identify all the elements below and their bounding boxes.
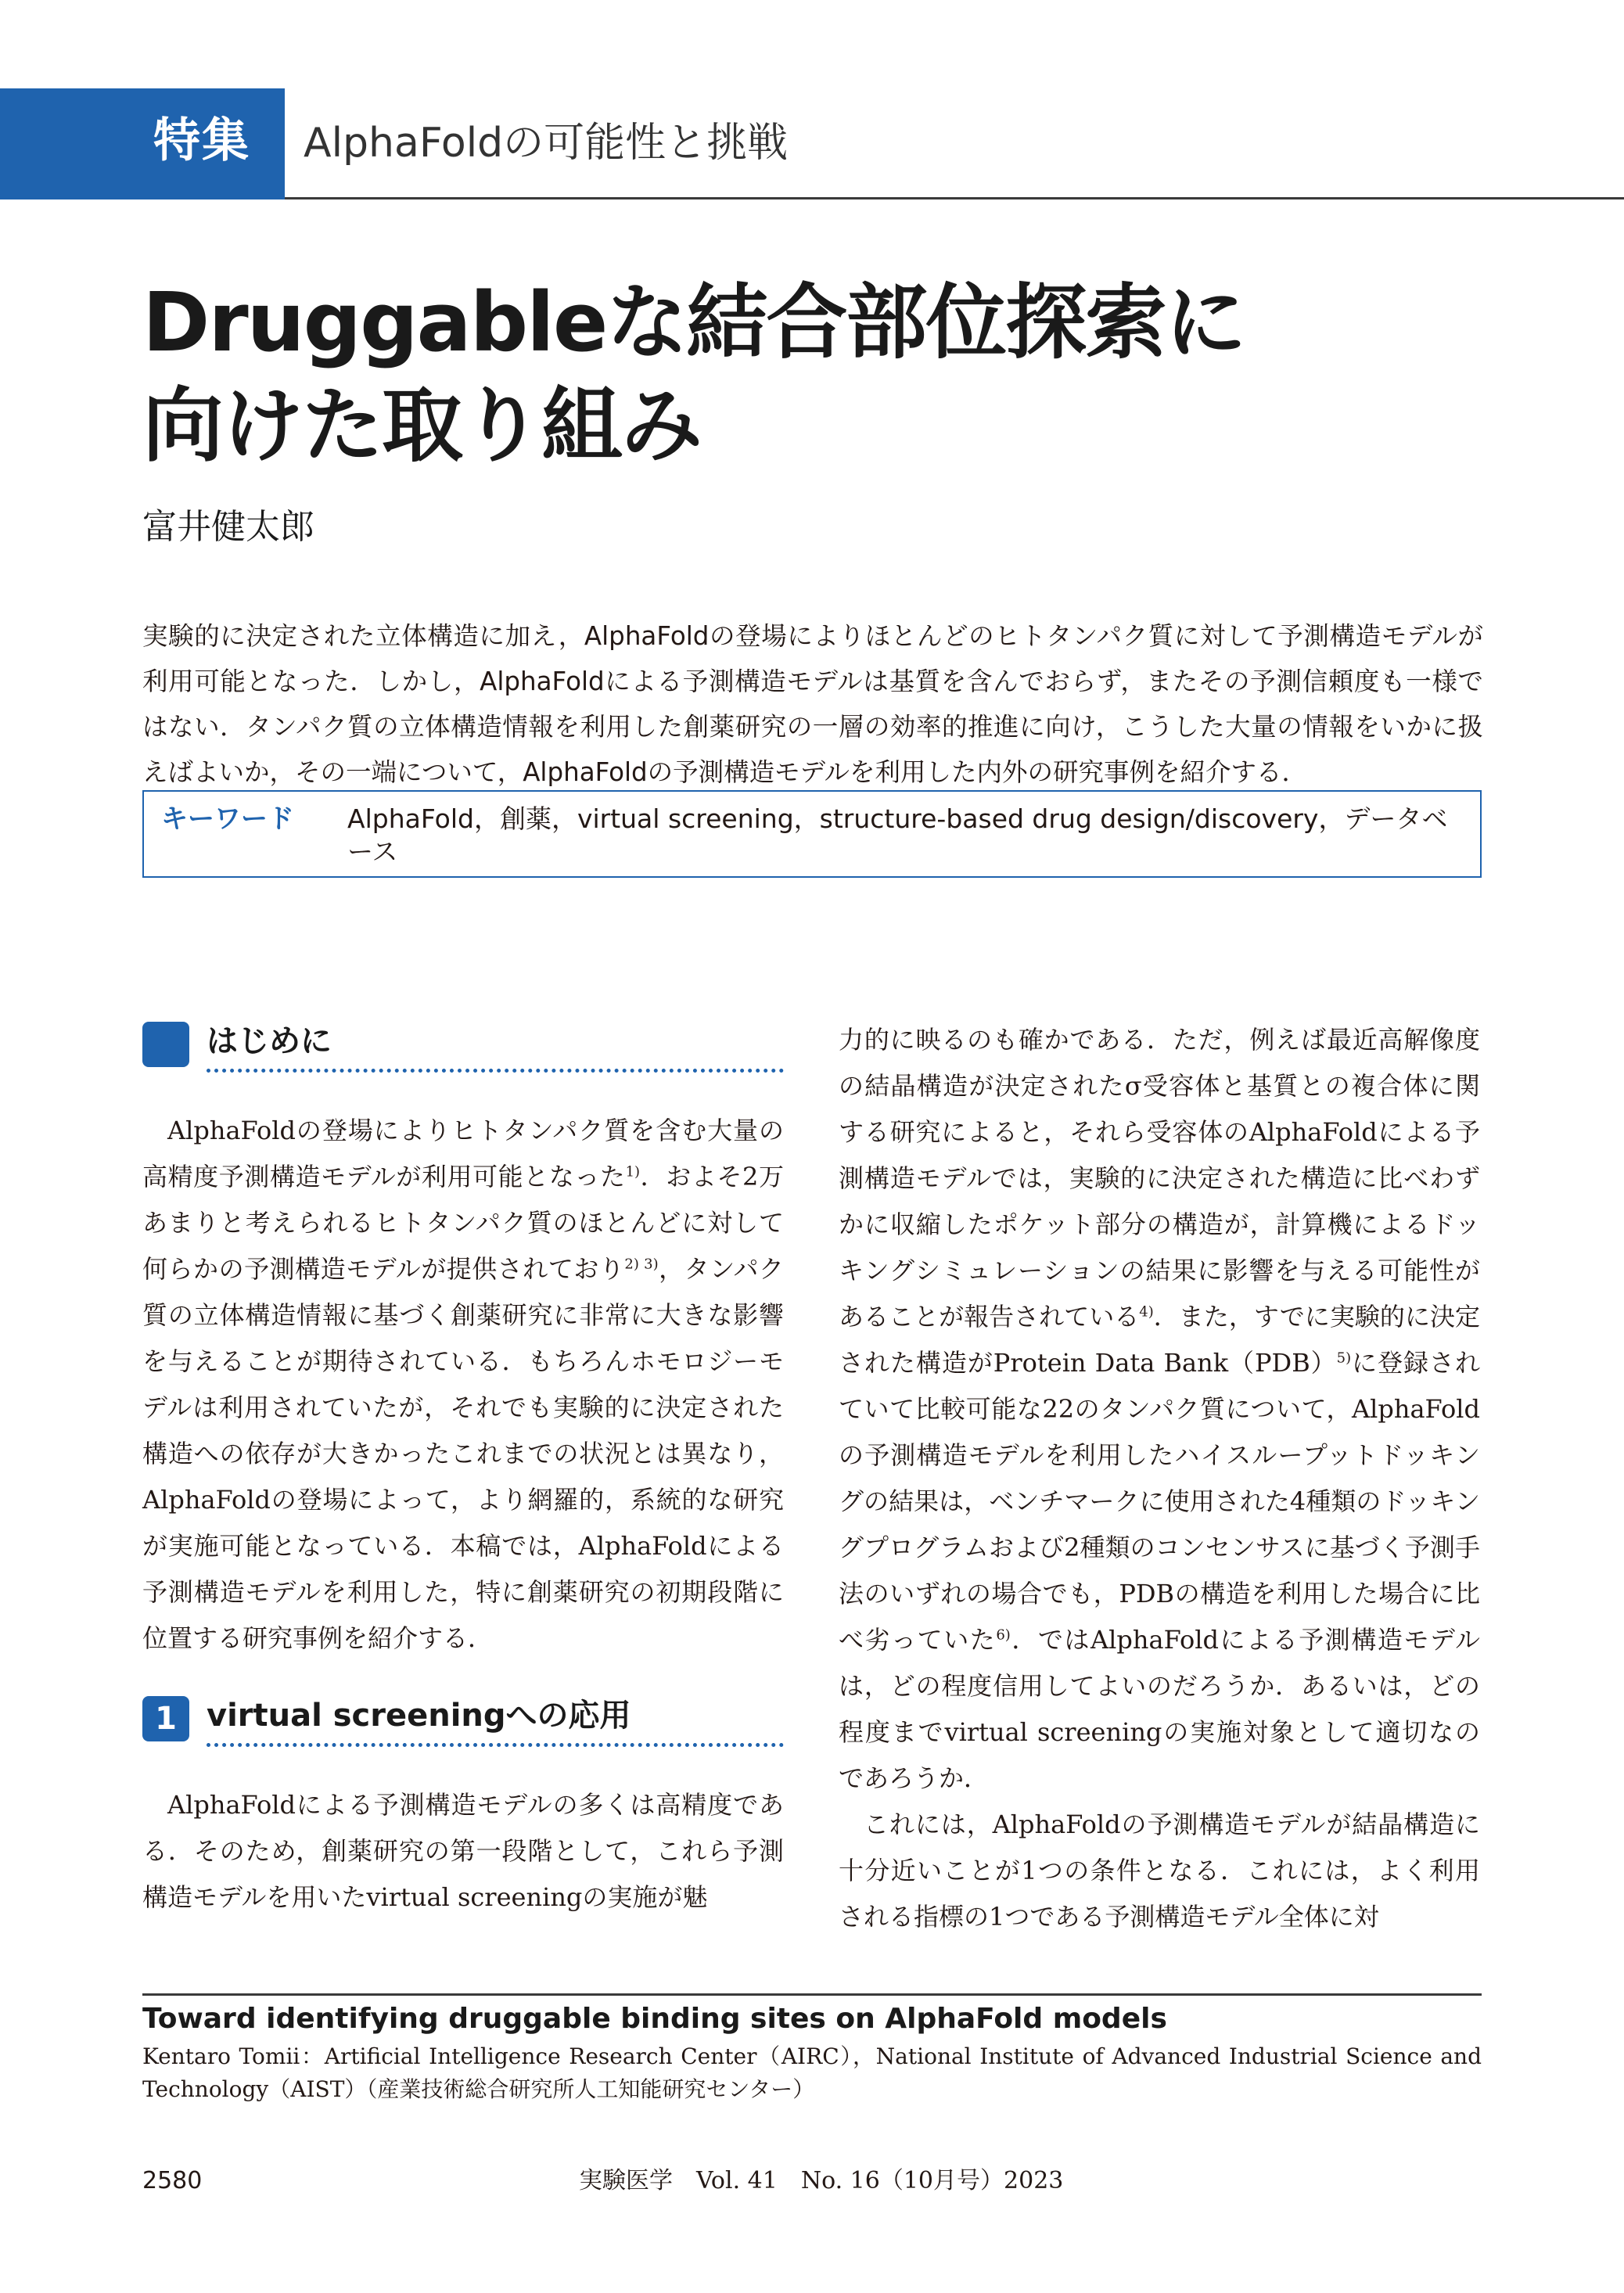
section-marker (142, 1022, 189, 1067)
keywords-list: AlphaFold，創薬，virtual screening，structure-based drug design/discovery，データベース (347, 803, 1448, 867)
text-run: 力的に映るのも確かである．ただ，例えば最近高解像度の結晶構造が決定されたσ受容体と基質との複合体に関する研究によると，それら受容体のAlphaFoldによる予測構造モデルでは，実験的に決定された構造に比べわずかに収縮したポケット部分の構造が，計算機によるドッキングシミュレーションの結果に影響を与える可能性があることが報告されている (839, 1025, 1480, 1332)
text-run: ，タンパク質の立体構造情報に基づく創薬研究に非常に大きな影響を与えることが期待されている．もちろんホモロジーモデルは利用されていたが，それでも実験的に決定された構造への依存が大きかったこれまでの状況とは異なり，AlphaFoldの登場によって，より網羅的，系統的な研究が実施可能となっている．本稿では，AlphaFoldによる予測構造モデルを利用した，特に創薬研究の初期段階に位置する研究事例を紹介する． (142, 1254, 785, 1653)
citation-ref: 5) (1336, 1350, 1352, 1367)
text-run: AlphaFoldの登場によりヒトタンパク質を含む大量の高精度予測構造モデルが利用可能となった (142, 1116, 784, 1191)
left-column (142, 1017, 784, 1921)
page-number: 2580 (142, 2167, 203, 2194)
right-column (839, 1017, 1480, 1940)
journal-citation: 実験医学 Vol. 41 No. 16（10月号）2023 (579, 2167, 1064, 2194)
citation-ref: 4) (1139, 1303, 1154, 1321)
body-paragraph: これには，AlphaFoldの予測構造モデルが結晶構造に十分近いことが1つの条件となる．これには，よく利用される指標の1つである予測構造モデル全体に対 (839, 1810, 1480, 1932)
text-run: ．およそ2万あまりと考えられるヒトタンパク質のほとんどに対して何らかの予測構造モデルが提供されており (142, 1162, 784, 1284)
section-title: virtual screeningへの応用 (207, 1698, 631, 1734)
section1-paragraph: AlphaFoldによる予測構造モデルの多くは高精度である．そのため，創薬研究の第一段階として，これら予測構造モデルを用いたvirtual screeningの実施が魅 (142, 1790, 784, 1912)
section-title: はじめに (207, 1023, 332, 1059)
footer-rule (142, 1993, 1482, 1996)
section-heading-intro (142, 1017, 784, 1078)
article-title (142, 271, 1245, 477)
article-title-line2: 向けた取り組み (142, 378, 702, 473)
keywords-label: キーワード (161, 803, 294, 835)
article-title-line1: Druggableな結合部位探索に (142, 275, 1245, 370)
body-paragraph (839, 1017, 1480, 1802)
header-rule (285, 197, 1624, 199)
section-heading-1 (142, 1691, 784, 1752)
keywords-box (142, 790, 1482, 878)
abstract: 実験的に決定された立体構造に加え，AlphaFoldの登場によりほとんどのヒトタンパク質に対して予測構造モデルが利用可能となった．しかし，AlphaFoldによる予測構造モデルは基質を含んでおらず，またその予測信頼度も一様ではない．タンパク質の立体構造情報を利用した創薬研究の一層の効率的推進に向け，こうした大量の情報をいかに扱えばよいか，その一端について，AlphaFoldの予測構造モデルを利用した内外の研究事例を紹介する． (142, 621, 1483, 787)
citation-ref: 6) (996, 1626, 1011, 1644)
dotted-rule (207, 1743, 784, 1747)
feature-title: AlphaFoldの可能性と挑戦 (304, 120, 789, 167)
text-run: ．ではAlphaFoldによる予測構造モデルは，どの程度信用してよいのだろうか．あるいは，どの程度までvirtual screeningの実施対象として適切なのであろうか． (839, 1625, 1480, 1793)
text-run: に登録されていて比較可能な22のタンパク質について，AlphaFoldの予測構造モデルを利用したハイスループットドッキングの結果は，ベンチマークに使用された4種類のドッキングプログラムおよび2種類のコンセンサスに基づく予測手法のいずれの場合でも，PDBの構造を利用した場合に比べ劣っていた (839, 1348, 1480, 1655)
feature-label: 特集 (153, 113, 250, 168)
english-title: Toward identifying druggable binding sites on AlphaFold models (142, 2003, 1167, 2035)
dotted-rule (207, 1069, 784, 1073)
citation-ref: 1) (625, 1163, 641, 1181)
author-name: 富井健太郎 (142, 507, 314, 547)
citation-ref: 2) 3) (624, 1256, 659, 1273)
intro-paragraph (142, 1108, 784, 1662)
section-number: 1 (142, 1696, 189, 1741)
author-affiliation: Kentaro Tomii：Artificial Intelligence Research Center（AIRC），National Institute of Advanced Industrial Science and Technology（AIST）（産業技術総合研究所人工知能研究センター） (142, 2043, 1482, 2102)
text-run: ．また，すでに実験的に決定された構造がProtein Data Bank（PDB） (839, 1302, 1480, 1378)
